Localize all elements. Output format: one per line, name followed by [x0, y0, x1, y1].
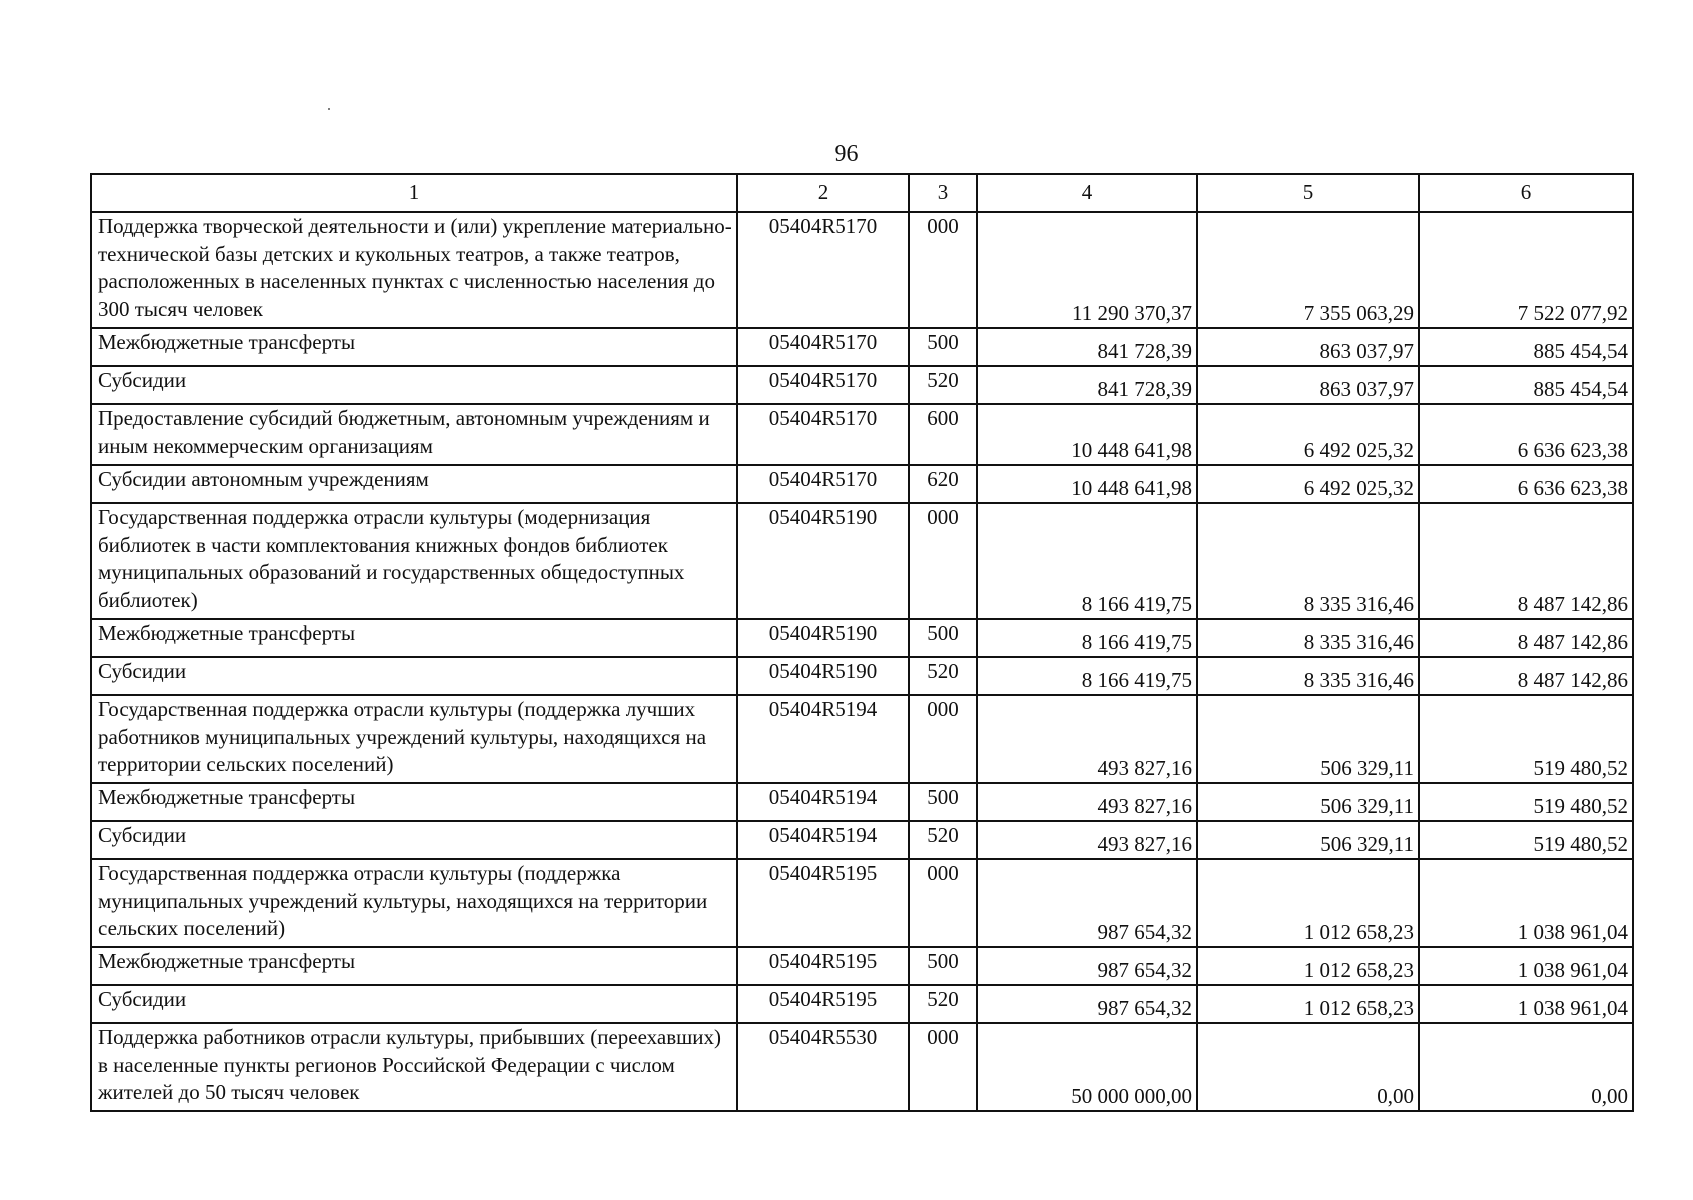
row-value-6: 0,00 [1419, 1023, 1633, 1111]
row-value-6: 8 487 142,86 [1419, 657, 1633, 695]
row-value-6: 885 454,54 [1419, 366, 1633, 404]
table-row [91, 328, 1633, 366]
table-row [91, 947, 1633, 985]
row-type: 500 [909, 328, 977, 366]
row-type: 600 [909, 404, 977, 465]
row-value-5: 863 037,97 [1197, 366, 1419, 404]
page-number: 96 [834, 141, 859, 167]
budget-table [90, 173, 1634, 1112]
row-value-4: 10 448 641,98 [977, 404, 1197, 465]
row-value-6: 7 522 077,92 [1419, 212, 1633, 328]
row-value-4: 8 166 419,75 [977, 619, 1197, 657]
row-name: Межбюджетные трансферты [91, 619, 737, 657]
row-value-4: 841 728,39 [977, 366, 1197, 404]
row-name: Поддержка работников отрасли культуры, прибывших (переехавших) в населенные пункты регионов Российской Федерации с числом жителей до 50 тысяч человек [91, 1023, 737, 1111]
table-header-row [91, 174, 1633, 212]
row-type: 000 [909, 695, 977, 783]
row-value-6: 1 038 961,04 [1419, 947, 1633, 985]
row-name: Межбюджетные трансферты [91, 328, 737, 366]
row-name: Государственная поддержка отрасли культуры (поддержка муниципальных учреждений культуры, находящихся на территории сельских поселений) [91, 859, 737, 947]
row-value-4: 987 654,32 [977, 985, 1197, 1023]
row-code: 05404R5530 [737, 1023, 909, 1111]
table-row [91, 404, 1633, 465]
scan-speck [328, 108, 330, 110]
row-value-6: 6 636 623,38 [1419, 404, 1633, 465]
table-row [91, 619, 1633, 657]
row-type: 500 [909, 783, 977, 821]
row-name: Субсидии автономным учреждениям [91, 465, 737, 503]
row-value-4: 493 827,16 [977, 821, 1197, 859]
row-value-4: 8 166 419,75 [977, 657, 1197, 695]
table-row [91, 783, 1633, 821]
row-type: 000 [909, 503, 977, 619]
row-name: Поддержка творческой деятельности и (или) укрепление материально-технической базы детских и кукольных театров, а также театров, расположенных в населенных пунктах с численностью населения до 300 тысяч человек [91, 212, 737, 328]
table-row [91, 985, 1633, 1023]
row-value-5: 506 329,11 [1197, 821, 1419, 859]
row-value-6: 519 480,52 [1419, 821, 1633, 859]
row-code: 05404R5190 [737, 503, 909, 619]
row-code: 05404R5190 [737, 657, 909, 695]
table-row [91, 1023, 1633, 1111]
row-value-6: 519 480,52 [1419, 695, 1633, 783]
row-code: 05404R5190 [737, 619, 909, 657]
row-value-5: 8 335 316,46 [1197, 503, 1419, 619]
table-row [91, 366, 1633, 404]
row-value-4: 11 290 370,37 [977, 212, 1197, 328]
row-value-5: 863 037,97 [1197, 328, 1419, 366]
table-row [91, 821, 1633, 859]
column-header-5: 5 [1197, 174, 1419, 212]
row-value-6: 1 038 961,04 [1419, 985, 1633, 1023]
row-code: 05404R5170 [737, 366, 909, 404]
row-code: 05404R5170 [737, 212, 909, 328]
row-value-5: 0,00 [1197, 1023, 1419, 1111]
row-type: 500 [909, 619, 977, 657]
row-type: 500 [909, 947, 977, 985]
table-row [91, 859, 1633, 947]
row-code: 05404R5170 [737, 404, 909, 465]
row-value-5: 506 329,11 [1197, 783, 1419, 821]
row-code: 05404R5194 [737, 783, 909, 821]
row-code: 05404R5170 [737, 328, 909, 366]
row-name: Субсидии [91, 821, 737, 859]
column-header-2: 2 [737, 174, 909, 212]
row-value-4: 987 654,32 [977, 947, 1197, 985]
row-value-5: 6 492 025,32 [1197, 404, 1419, 465]
row-value-5: 1 012 658,23 [1197, 859, 1419, 947]
column-header-1: 1 [91, 174, 737, 212]
row-name: Субсидии [91, 366, 737, 404]
row-code: 05404R5195 [737, 859, 909, 947]
row-value-4: 493 827,16 [977, 695, 1197, 783]
row-name: Межбюджетные трансферты [91, 947, 737, 985]
row-value-4: 493 827,16 [977, 783, 1197, 821]
row-value-4: 10 448 641,98 [977, 465, 1197, 503]
row-value-4: 8 166 419,75 [977, 503, 1197, 619]
row-code: 05404R5194 [737, 821, 909, 859]
table-row [91, 212, 1633, 328]
row-code: 05404R5194 [737, 695, 909, 783]
row-value-6: 6 636 623,38 [1419, 465, 1633, 503]
row-value-6: 1 038 961,04 [1419, 859, 1633, 947]
row-code: 05404R5195 [737, 985, 909, 1023]
column-header-4: 4 [977, 174, 1197, 212]
row-type: 000 [909, 859, 977, 947]
row-name: Предоставление субсидий бюджетным, автономным учреждениям и иным некоммерческим организациям [91, 404, 737, 465]
row-value-5: 506 329,11 [1197, 695, 1419, 783]
row-value-5: 6 492 025,32 [1197, 465, 1419, 503]
row-name: Государственная поддержка отрасли культуры (поддержка лучших работников муниципальных учреждений культуры, находящихся на территории сельских поселений) [91, 695, 737, 783]
row-code: 05404R5195 [737, 947, 909, 985]
row-value-4: 841 728,39 [977, 328, 1197, 366]
row-value-5: 8 335 316,46 [1197, 657, 1419, 695]
column-header-6: 6 [1419, 174, 1633, 212]
row-type: 000 [909, 212, 977, 328]
row-value-5: 1 012 658,23 [1197, 985, 1419, 1023]
row-value-5: 1 012 658,23 [1197, 947, 1419, 985]
row-name: Межбюджетные трансферты [91, 783, 737, 821]
row-type: 520 [909, 985, 977, 1023]
row-type: 520 [909, 366, 977, 404]
row-type: 620 [909, 465, 977, 503]
row-value-5: 8 335 316,46 [1197, 619, 1419, 657]
row-value-6: 519 480,52 [1419, 783, 1633, 821]
row-type: 520 [909, 821, 977, 859]
row-name: Государственная поддержка отрасли культуры (модернизация библиотек в части комплектования книжных фондов библиотек муниципальных образований и государственных общедоступных библиотек) [91, 503, 737, 619]
row-value-4: 50 000 000,00 [977, 1023, 1197, 1111]
row-type: 520 [909, 657, 977, 695]
row-value-5: 7 355 063,29 [1197, 212, 1419, 328]
row-value-6: 8 487 142,86 [1419, 503, 1633, 619]
row-name: Субсидии [91, 985, 737, 1023]
row-code: 05404R5170 [737, 465, 909, 503]
table-row [91, 465, 1633, 503]
row-value-6: 885 454,54 [1419, 328, 1633, 366]
row-value-4: 987 654,32 [977, 859, 1197, 947]
table-row [91, 695, 1633, 783]
row-type: 000 [909, 1023, 977, 1111]
row-name: Субсидии [91, 657, 737, 695]
table-row [91, 503, 1633, 619]
column-header-3: 3 [909, 174, 977, 212]
table-row [91, 657, 1633, 695]
row-value-6: 8 487 142,86 [1419, 619, 1633, 657]
